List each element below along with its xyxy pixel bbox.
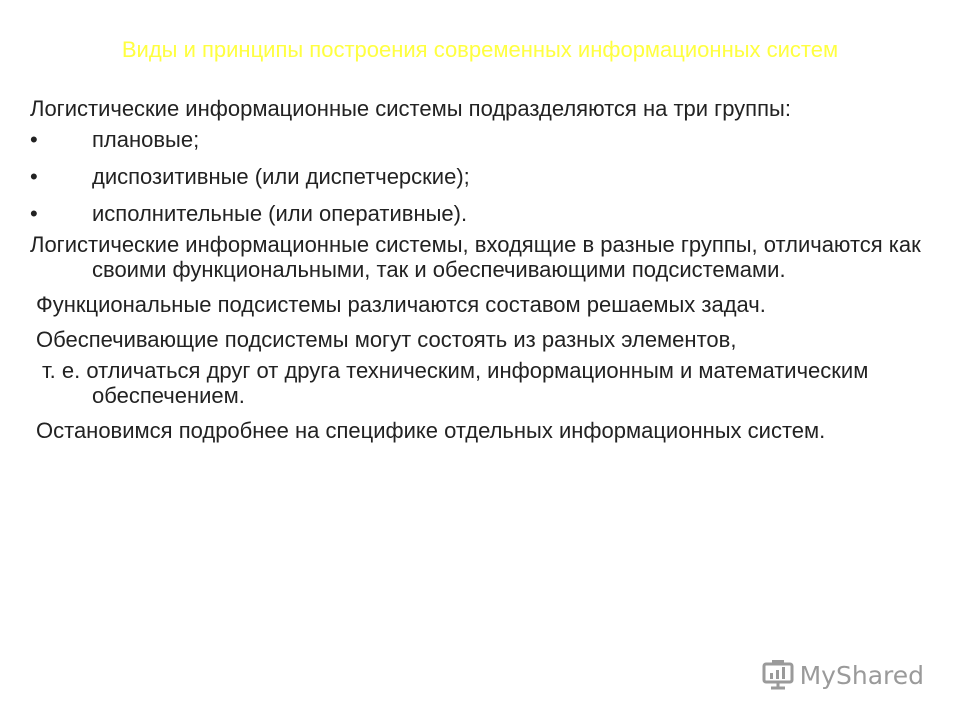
slide-body — [30, 96, 940, 449]
supporting-paragraph: Обеспечивающие подсистемы могут состоять из разных элементов, — [36, 327, 737, 352]
bullet-mark: • — [30, 164, 38, 189]
functional-paragraph: Функциональные подсистемы различаются составом решаемых задач. — [36, 292, 766, 317]
list-item — [30, 127, 940, 152]
bullet-text: диспозитивные (или диспетчерские); — [92, 164, 470, 189]
watermark-logo — [762, 660, 924, 690]
bullet-mark: • — [30, 201, 38, 226]
list-item — [30, 201, 940, 226]
presentation-board-icon — [762, 660, 794, 690]
groups-paragraph: Логистические информационные системы, входящие в разные группы, отличаются как своими функциональными, так и обеспечивающими подсистемами. — [30, 232, 921, 282]
bullet-text: плановые; — [92, 127, 200, 152]
intro-paragraph: Логистические информационные системы подразделяются на три группы: — [30, 96, 791, 121]
closing-paragraph: Остановимся подробнее на специфике отдельных информационных систем. — [36, 418, 826, 443]
ie-paragraph: т. е. отличаться друг от друга техническим, информационным и математическим обеспечением. — [42, 358, 869, 408]
watermark-text: MyShared — [799, 660, 924, 690]
bullet-mark: • — [30, 127, 38, 152]
list-item — [30, 164, 940, 189]
bullet-text: исполнительные (или оперативные). — [92, 201, 468, 226]
slide-title: Виды и принципы построения современных информационных систем — [121, 37, 839, 62]
